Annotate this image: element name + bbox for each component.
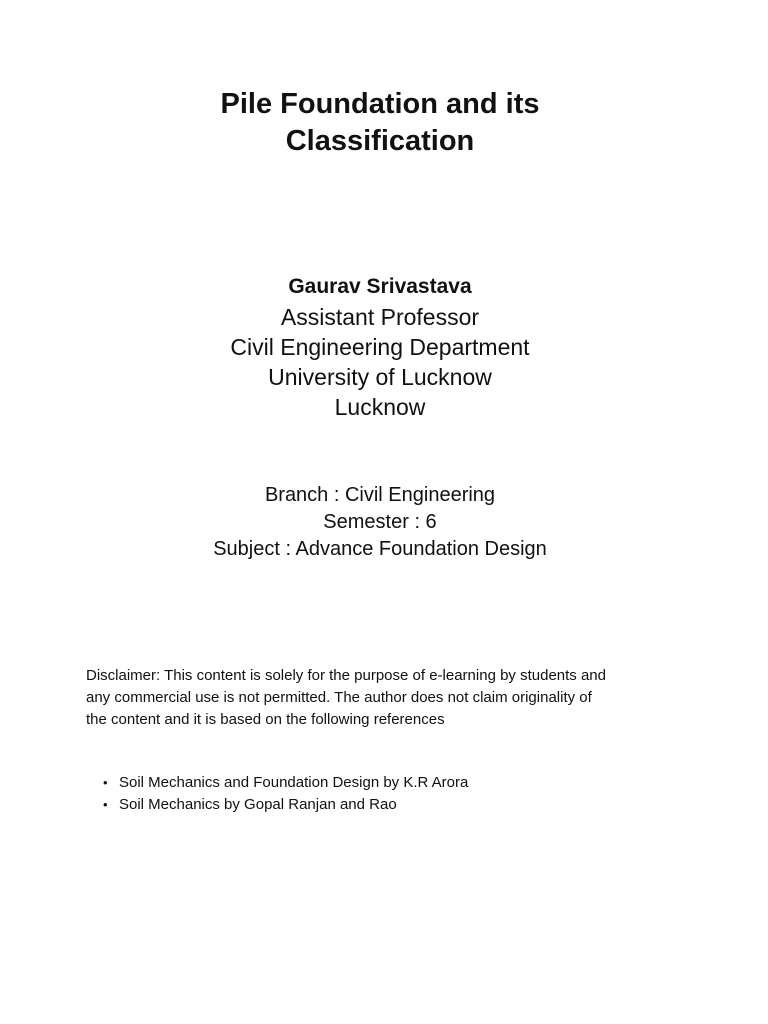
disclaimer-line-3: the content and it is based on the following references [86,711,445,728]
reference-item [103,794,468,816]
bullet-icon: • [103,797,108,812]
author-designation: Assistant Professor [280,304,480,330]
disclaimer-line-1: Disclaimer: This content is solely for the purpose of e-learning by students and [86,667,606,684]
title-line-2: Classification [285,125,475,157]
author-city: Lucknow [334,394,426,420]
reference-text: Soil Mechanics by Gopal Ranjan and Rao [119,796,397,813]
reference-list [103,772,468,816]
author-department: Civil Engineering Department [230,334,530,360]
disclaimer-paragraph [86,665,686,731]
reference-item [103,772,468,794]
reference-text: Soil Mechanics and Foundation Design by K.R Arora [119,774,469,791]
author-university: University of Lucknow [268,364,492,390]
title-line-1: Pile Foundation and its [220,88,540,120]
course-branch: Branch : Civil Engineering [264,484,496,506]
course-subject: Subject : Advance Foundation Design [213,538,547,560]
author-block [0,272,764,422]
bullet-icon: • [103,775,108,790]
course-semester: Semester : 6 [323,511,437,533]
course-info [0,482,764,563]
author-name: Gaurav Srivastava [288,275,472,298]
page-title [0,86,764,160]
disclaimer-line-2: any commercial use is not permitted. The author does not claim originality of [86,689,592,706]
